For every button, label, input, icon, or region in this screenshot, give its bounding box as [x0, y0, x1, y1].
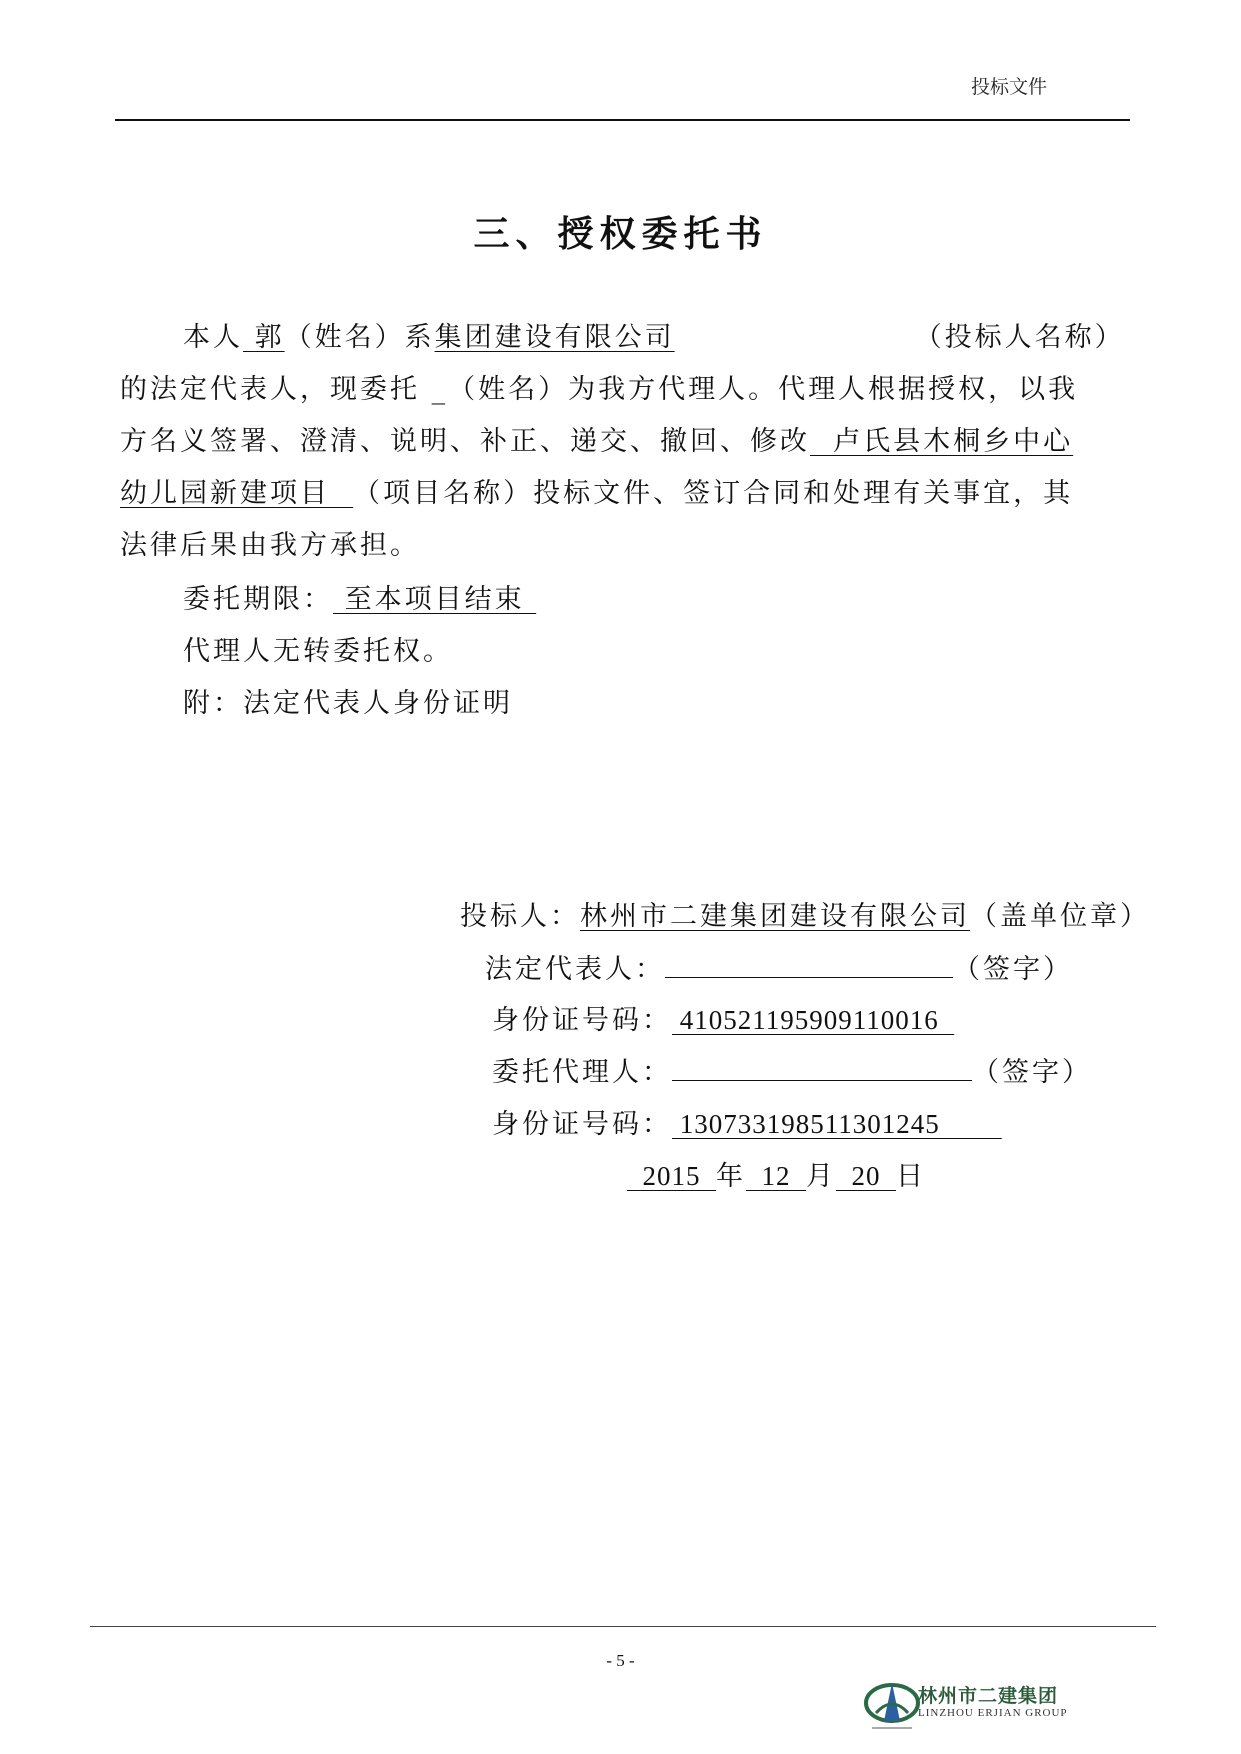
header-title: 投标文件 [971, 76, 1048, 98]
text: （项目名称）投标文件、签订合同和处理有关事宜，其 [353, 478, 1074, 509]
header-divider [115, 119, 1130, 121]
agent-label: 委托代理人： [492, 1057, 672, 1088]
legal-rep-label: 法定代表人： [485, 954, 665, 985]
legal-rep-line [485, 949, 1073, 990]
date-day: 20 [836, 1161, 896, 1191]
text: （投标人名称） [914, 322, 1125, 353]
document-title: 三、授权委托书 [473, 214, 768, 255]
footer-divider [90, 1626, 1156, 1627]
year-unit: 年 [716, 1161, 746, 1192]
paragraph-line-1 [183, 318, 1125, 358]
company-name: 集团建设有限公司 [434, 322, 675, 353]
id1-value: 410521195909110016 [672, 1005, 955, 1035]
principal-name: 郭 [254, 322, 285, 353]
logo-chinese-text: 林州市二建集团 [918, 1685, 1059, 1707]
page-number: - 5 - [606, 1651, 635, 1670]
id2-value: 130733198511301245 [672, 1109, 1002, 1139]
sign-note: （签字） [972, 1057, 1092, 1088]
attachment-line: 附：法定代表人身份证明 [183, 688, 513, 719]
bidder-name: 林州市二建集团建设有限公司 [580, 901, 970, 932]
agent-signature-field[interactable] [672, 1052, 972, 1081]
day-unit: 日 [896, 1161, 926, 1192]
term-value: 至本项目结束 [333, 584, 537, 615]
id1-label: 身份证号码： [492, 1005, 672, 1036]
id2-line [492, 1104, 1002, 1145]
text: 方名义签署、澄清、说明、补正、递交、撤回、修改 [120, 426, 810, 457]
bidder-label: 投标人： [460, 901, 580, 932]
paragraph-line-3 [120, 422, 1073, 462]
sign-note: （签字） [953, 954, 1073, 985]
bidder-line [460, 897, 1150, 937]
text: 本人 [183, 322, 243, 353]
project-name-part-1: 卢氏县木桐乡中心 [810, 426, 1074, 457]
logo-english-text: LINZHOU ERJIAN GROUP [918, 1707, 1068, 1719]
id2-label: 身份证号码： [492, 1109, 672, 1140]
date-line [627, 1156, 926, 1197]
term-line [183, 580, 536, 620]
legal-rep-signature-field[interactable] [665, 949, 953, 978]
paragraph-line-5: 法律后果由我方承担。 [120, 530, 420, 561]
date-month: 12 [746, 1161, 806, 1191]
paragraph-line-2: 的法定代表人，现委托 _（姓名）为我方代理人。代理人根据授权，以我 [120, 374, 1079, 405]
bidder-seal-note: （盖单位章） [970, 901, 1150, 932]
text: （姓名）系 [284, 322, 435, 353]
no-subdelegation-line: 代理人无转委托权。 [183, 636, 453, 667]
paragraph-line-4 [120, 474, 1073, 514]
month-unit: 月 [806, 1161, 836, 1192]
term-label: 委托期限： [183, 584, 333, 615]
agent-line [492, 1052, 1092, 1093]
id1-line [492, 1000, 954, 1041]
project-name-part-2: 幼儿园新建项目 [120, 478, 354, 509]
date-year: 2015 [627, 1161, 716, 1191]
